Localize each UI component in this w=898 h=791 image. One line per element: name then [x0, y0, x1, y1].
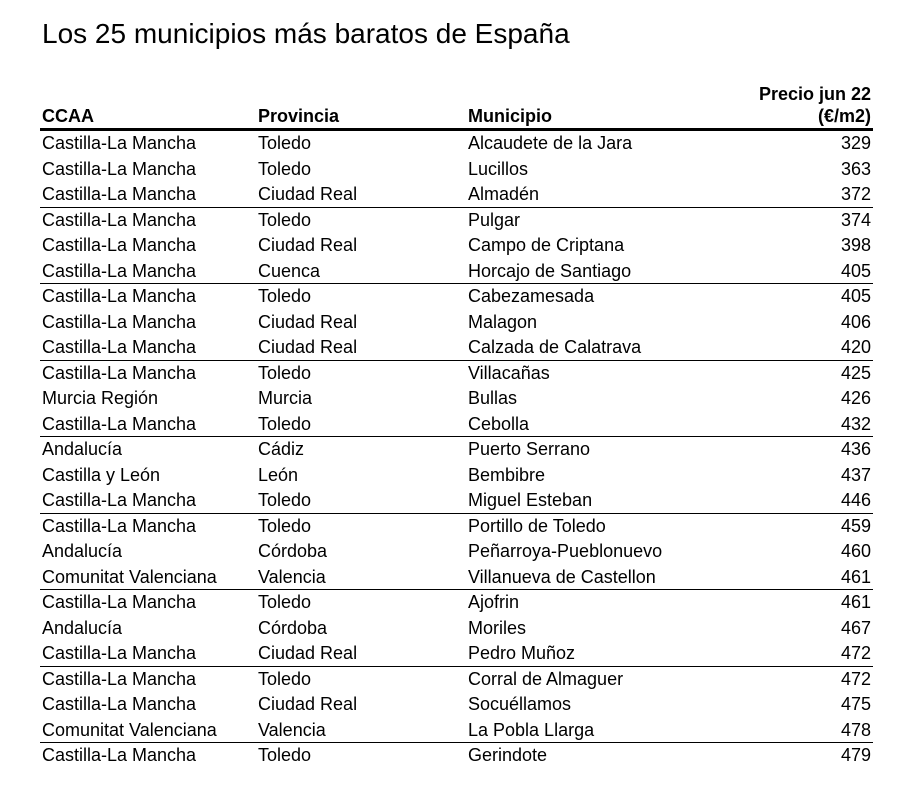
cell-provincia: Toledo	[258, 592, 312, 612]
table-header	[40, 78, 873, 131]
cell-provincia: Ciudad Real	[258, 235, 358, 255]
cell-provincia: Cádiz	[258, 439, 305, 459]
cell-precio: 406	[840, 311, 871, 332]
table-row	[40, 335, 873, 361]
cell-precio: 475	[840, 694, 871, 714]
cell-provincia: Toledo	[258, 286, 312, 306]
table-row	[40, 157, 873, 183]
cell-ccaa: Castilla-La Mancha	[42, 184, 197, 204]
cell-provincia: Córdoba	[258, 541, 328, 561]
cell-municipio: Ajofrin	[468, 592, 520, 612]
cell-municipio: Villacañas	[468, 362, 550, 383]
table-row	[40, 743, 873, 769]
cell-provincia: Valencia	[258, 566, 326, 587]
cell-ccaa: Castilla-La Mancha	[42, 311, 197, 332]
cell-precio: 374	[840, 209, 871, 230]
cell-precio: 425	[840, 362, 871, 383]
cell-municipio: Malagon	[468, 311, 538, 332]
header-municipio: Municipio	[468, 106, 552, 126]
table-row	[40, 437, 873, 463]
cell-precio: 467	[840, 617, 871, 638]
table-body	[40, 131, 873, 769]
cell-ccaa: Castilla-La Mancha	[42, 362, 197, 383]
cell-municipio: La Pobla Llarga	[468, 719, 595, 740]
table-row	[40, 463, 873, 489]
cell-municipio: Corral de Almaguer	[468, 668, 624, 689]
cell-provincia: Ciudad Real	[258, 311, 358, 332]
cell-ccaa: Castilla-La Mancha	[42, 337, 197, 357]
cell-municipio: Pedro Muñoz	[468, 643, 576, 663]
header-precio	[759, 83, 871, 127]
cell-provincia: Ciudad Real	[258, 643, 358, 663]
cell-ccaa: Murcia Región	[42, 388, 159, 408]
cell-municipio: Pulgar	[468, 209, 521, 230]
table-row	[40, 718, 873, 744]
table-row	[40, 565, 873, 591]
cell-municipio: Bullas	[468, 388, 518, 408]
cell-municipio: Moriles	[468, 617, 527, 638]
table-row	[40, 361, 873, 387]
cell-municipio: Peñarroya-Pueblonuevo	[468, 541, 663, 561]
cell-precio: 459	[840, 515, 871, 536]
cell-municipio: Miguel Esteban	[468, 490, 593, 510]
cell-municipio: Campo de Criptana	[468, 235, 625, 255]
cell-precio: 460	[840, 541, 871, 561]
page-title: Los 25 municipios más baratos de España	[42, 18, 570, 49]
table-row	[40, 233, 873, 259]
cell-municipio: Puerto Serrano	[468, 439, 591, 459]
cell-provincia: Toledo	[258, 209, 312, 230]
cell-provincia: Ciudad Real	[258, 337, 358, 357]
cell-municipio: Gerindote	[468, 745, 548, 765]
cell-provincia: Toledo	[258, 158, 312, 179]
cell-provincia: Valencia	[258, 719, 326, 740]
table-row	[40, 259, 873, 285]
table-row	[40, 616, 873, 642]
cell-provincia: Toledo	[258, 133, 312, 153]
cell-precio: 436	[840, 439, 871, 459]
municipios-table	[40, 78, 873, 769]
cell-precio: 446	[840, 490, 871, 510]
cell-ccaa: Castilla y León	[42, 464, 161, 485]
cell-provincia: Toledo	[258, 745, 312, 765]
cell-precio: 461	[840, 566, 871, 587]
table-row	[40, 488, 873, 514]
cell-precio: 405	[840, 286, 871, 306]
cell-municipio: Cabezamesada	[468, 286, 595, 306]
cell-municipio: Socuéllamos	[468, 694, 572, 714]
cell-provincia: Ciudad Real	[258, 184, 358, 204]
table-row	[40, 641, 873, 667]
cell-provincia: Toledo	[258, 490, 312, 510]
header-precio-line1: Precio jun 22	[758, 84, 871, 104]
cell-ccaa: Castilla-La Mancha	[42, 235, 197, 255]
cell-ccaa: Castilla-La Mancha	[42, 413, 197, 434]
cell-ccaa: Castilla-La Mancha	[42, 745, 197, 765]
table-row	[40, 386, 873, 412]
cell-ccaa: Castilla-La Mancha	[42, 592, 197, 612]
cell-municipio: Bembibre	[468, 464, 546, 485]
table-row	[40, 310, 873, 336]
cell-precio: 372	[840, 184, 871, 204]
cell-ccaa: Castilla-La Mancha	[42, 668, 197, 689]
cell-ccaa: Castilla-La Mancha	[42, 643, 197, 663]
cell-municipio: Lucillos	[468, 158, 529, 179]
cell-ccaa: Castilla-La Mancha	[42, 515, 197, 536]
cell-provincia: Córdoba	[258, 617, 328, 638]
table-row	[40, 284, 873, 310]
header-provincia: Provincia	[258, 106, 340, 126]
table-row	[40, 590, 873, 616]
cell-municipio: Horcajo de Santiago	[468, 260, 632, 281]
cell-provincia: Toledo	[258, 668, 312, 689]
table-row	[40, 539, 873, 565]
cell-precio: 437	[840, 464, 871, 485]
cell-municipio: Almadén	[468, 184, 540, 204]
cell-municipio: Portillo de Toledo	[468, 515, 606, 536]
cell-precio: 461	[840, 592, 871, 612]
cell-ccaa: Castilla-La Mancha	[42, 209, 197, 230]
cell-municipio: Alcaudete de la Jara	[468, 133, 633, 153]
cell-ccaa: Comunitat Valenciana	[42, 566, 217, 587]
cell-provincia: Toledo	[258, 515, 312, 536]
cell-ccaa: Comunitat Valenciana	[42, 719, 217, 740]
cell-provincia: Ciudad Real	[258, 694, 358, 714]
table-row	[40, 412, 873, 438]
cell-provincia: Murcia	[258, 388, 313, 408]
cell-ccaa: Andalucía	[42, 617, 123, 638]
table-row	[40, 514, 873, 540]
header-ccaa: CCAA	[42, 106, 94, 126]
header-precio-line2: (€/m2)	[817, 106, 871, 126]
cell-precio: 420	[840, 337, 871, 357]
cell-ccaa: Castilla-La Mancha	[42, 694, 197, 714]
cell-ccaa: Castilla-La Mancha	[42, 260, 197, 281]
cell-precio: 472	[840, 668, 871, 689]
cell-precio: 472	[840, 643, 871, 663]
cell-municipio: Calzada de Calatrava	[468, 337, 642, 357]
table-row	[40, 182, 873, 208]
table-row	[40, 131, 873, 157]
cell-precio: 363	[840, 158, 871, 179]
cell-ccaa: Castilla-La Mancha	[42, 286, 197, 306]
cell-municipio: Cebolla	[468, 413, 530, 434]
cell-precio: 405	[840, 260, 871, 281]
cell-precio: 479	[840, 745, 871, 765]
cell-ccaa: Andalucía	[42, 541, 123, 561]
cell-provincia: León	[258, 464, 299, 485]
cell-ccaa: Castilla-La Mancha	[42, 490, 197, 510]
table-row	[40, 208, 873, 234]
cell-provincia: Cuenca	[258, 260, 321, 281]
cell-provincia: Toledo	[258, 413, 312, 434]
cell-municipio: Villanueva de Castellon	[468, 566, 656, 587]
cell-precio: 432	[840, 413, 871, 434]
cell-ccaa: Castilla-La Mancha	[42, 133, 197, 153]
table-row	[40, 692, 873, 718]
cell-precio: 329	[840, 133, 871, 153]
cell-precio: 398	[840, 235, 871, 255]
cell-ccaa: Andalucía	[42, 439, 123, 459]
cell-precio: 478	[840, 719, 871, 740]
table-row	[40, 667, 873, 693]
cell-ccaa: Castilla-La Mancha	[42, 158, 197, 179]
cell-precio: 426	[840, 388, 871, 408]
cell-provincia: Toledo	[258, 362, 312, 383]
